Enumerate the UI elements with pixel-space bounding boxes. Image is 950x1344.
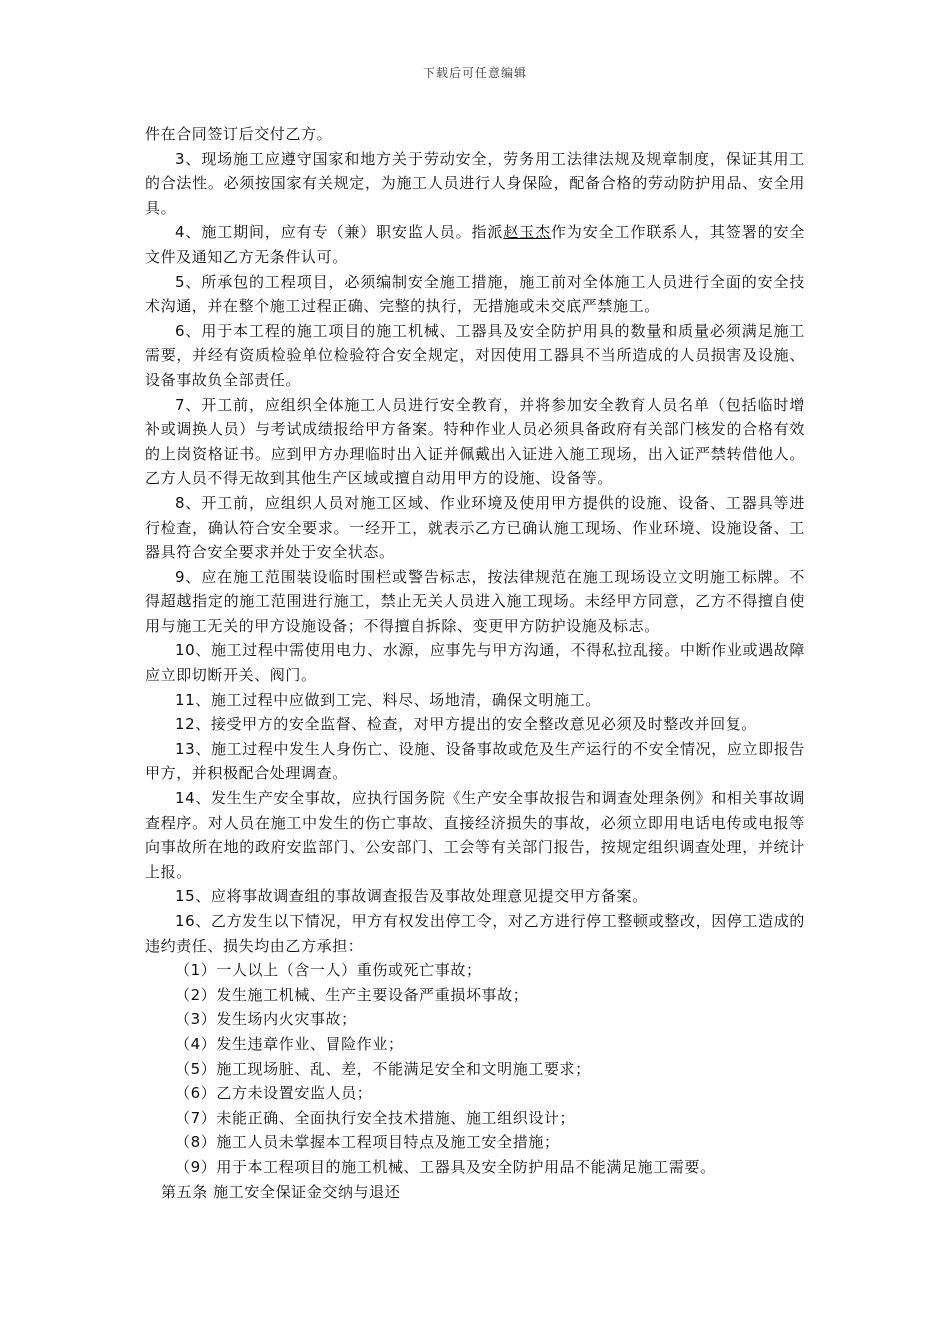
clause-6: 6、用于本工程的施工项目的施工机械、工器具及安全防护用具的数量和质量必须满足施工需要，并经有资质检验单位检验符合安全规定，对因使用工器具不当所造成的人员损害及设施、设备事故负全部责任。	[145, 321, 805, 389]
clause-4-text-b: 作为安全工作联系人，其签署的安全文件及通知乙方无条件认可。	[145, 223, 805, 266]
clause-9: 9、应在施工范围装设临时围栏或警告标志，按法律规范在施工现场设立文明施工标牌。不得超越指定的施工范围进行施工，禁止无关人员进入施工现场。未经甲方同意，乙方不得擅自使用与施工无关的甲方设施设备；不得擅自拆除、变更甲方防护设施及标志。	[145, 567, 805, 635]
clause-12: 12、接受甲方的安全监督、检查，对甲方提出的安全整改意见必须及时整改并回复。	[175, 715, 757, 734]
list-item: （8）施工人员未掌握本工程项目特点及施工安全措施；	[175, 1133, 560, 1152]
clause-4-text-a: 4、施工期间，应有专（兼）职安监人员。指派	[175, 223, 504, 242]
list-item: （6）乙方未设置安监人员；	[175, 1084, 373, 1103]
list-item: （2）发生施工机械、生产主要设备严重损坏事故；	[175, 985, 529, 1004]
safety-contact-name: 赵玉杰	[503, 223, 551, 242]
clause-14: 14、发生生产安全事故，应执行国务院《生产安全事故报告和调查处理条例》和相关事故调查程序。对人员在施工中发生的伤亡事故、直接经济损失的事故，必须立即用电话电传或电报等向事故所在地的政府安监部门、公安部门、工会等有关部门报告，按规定组织调查处理，并统计上报。	[145, 789, 805, 881]
clause-15: 15、应将事故调查组的事故调查报告及事故处理意见提交甲方备案。	[175, 887, 648, 906]
list-item: （5）施工现场脏、乱、差，不能满足安全和文明施工要求；	[175, 1059, 591, 1078]
clause-7: 7、开工前，应组织全体施工人员进行安全教育，并将参加安全教育人员名单（包括临时增补或调换人员）与考试成绩报给甲方备案。特种作业人员必须具备政府有关部门核发的合格有效的上岗资格证书。应到甲方办理临时出入证并佩戴出入证进入施工现场，出入证严禁转借他人。乙方人员不得无故到其他生产区域或擅自动用甲方的设施、设备等。	[145, 395, 805, 488]
clause-3: 3、现场施工应遵守国家和地方关于劳动安全，劳务用工法律法规及规章制度，保证其用工的合法性。必须按国家有关规定，为施工人员进行人身保险，配备合格的劳动防护用品、安全用具。	[145, 149, 805, 217]
clause-4	[145, 220, 805, 269]
clause-16: 16、乙方发生以下情况，甲方有权发出停工令，对乙方进行停工整顿或整改，因停工造成的违约责任、损失均由乙方承担：	[145, 912, 805, 955]
clause-8: 8、开工前，应组织人员对施工区域、作业环境及使用甲方提供的设施、设备、工器具等进行检查，确认符合安全要求。一经开工，就表示乙方已确认施工现场、作业环境、设施设备、工器具符合安全要求并处于安全状态。	[145, 493, 805, 562]
paragraph-continuation: 件在合同签订后交付乙方。	[145, 125, 333, 143]
document-body	[145, 122, 805, 1204]
clause-5: 5、所承包的工程项目，必须编制安全施工措施，施工前对全体施工人员进行全面的安全技术沟通，并在整个施工过程正确、完整的执行，无措施或未交底严禁施工。	[145, 272, 805, 316]
list-item: （1）一人以上（含一人）重伤或死亡事故；	[175, 961, 482, 980]
list-item: （3）发生场内火灾事故；	[175, 1010, 357, 1029]
list-item: （7）未能正确、全面执行安全技术措施、施工组织设计；	[175, 1108, 576, 1127]
page-header: 下载后可任意编辑	[422, 66, 527, 80]
clause-11: 11、施工过程中应做到工完、料尽、场地清，确保文明施工。	[175, 690, 601, 709]
list-item: （4）发生违章作业、冒险作业；	[175, 1034, 404, 1053]
clause-10: 10、施工过程中需使用电力、水源，应事先与甲方沟通，不得私拉乱接。中断作业或遇故障应立即切断开关、阀门。	[145, 641, 805, 685]
list-item: （9）用于本工程项目的施工机械、工器具及安全防护用品不能满足施工需要。	[175, 1157, 716, 1176]
section-title: 第五条 施工安全保证金交纳与退还	[161, 1182, 401, 1201]
clause-13: 13、施工过程中发生人身伤亡、设施、设备事故或危及生产运行的不安全情况，应立即报告甲方，并积极配合处理调查。	[145, 739, 805, 783]
